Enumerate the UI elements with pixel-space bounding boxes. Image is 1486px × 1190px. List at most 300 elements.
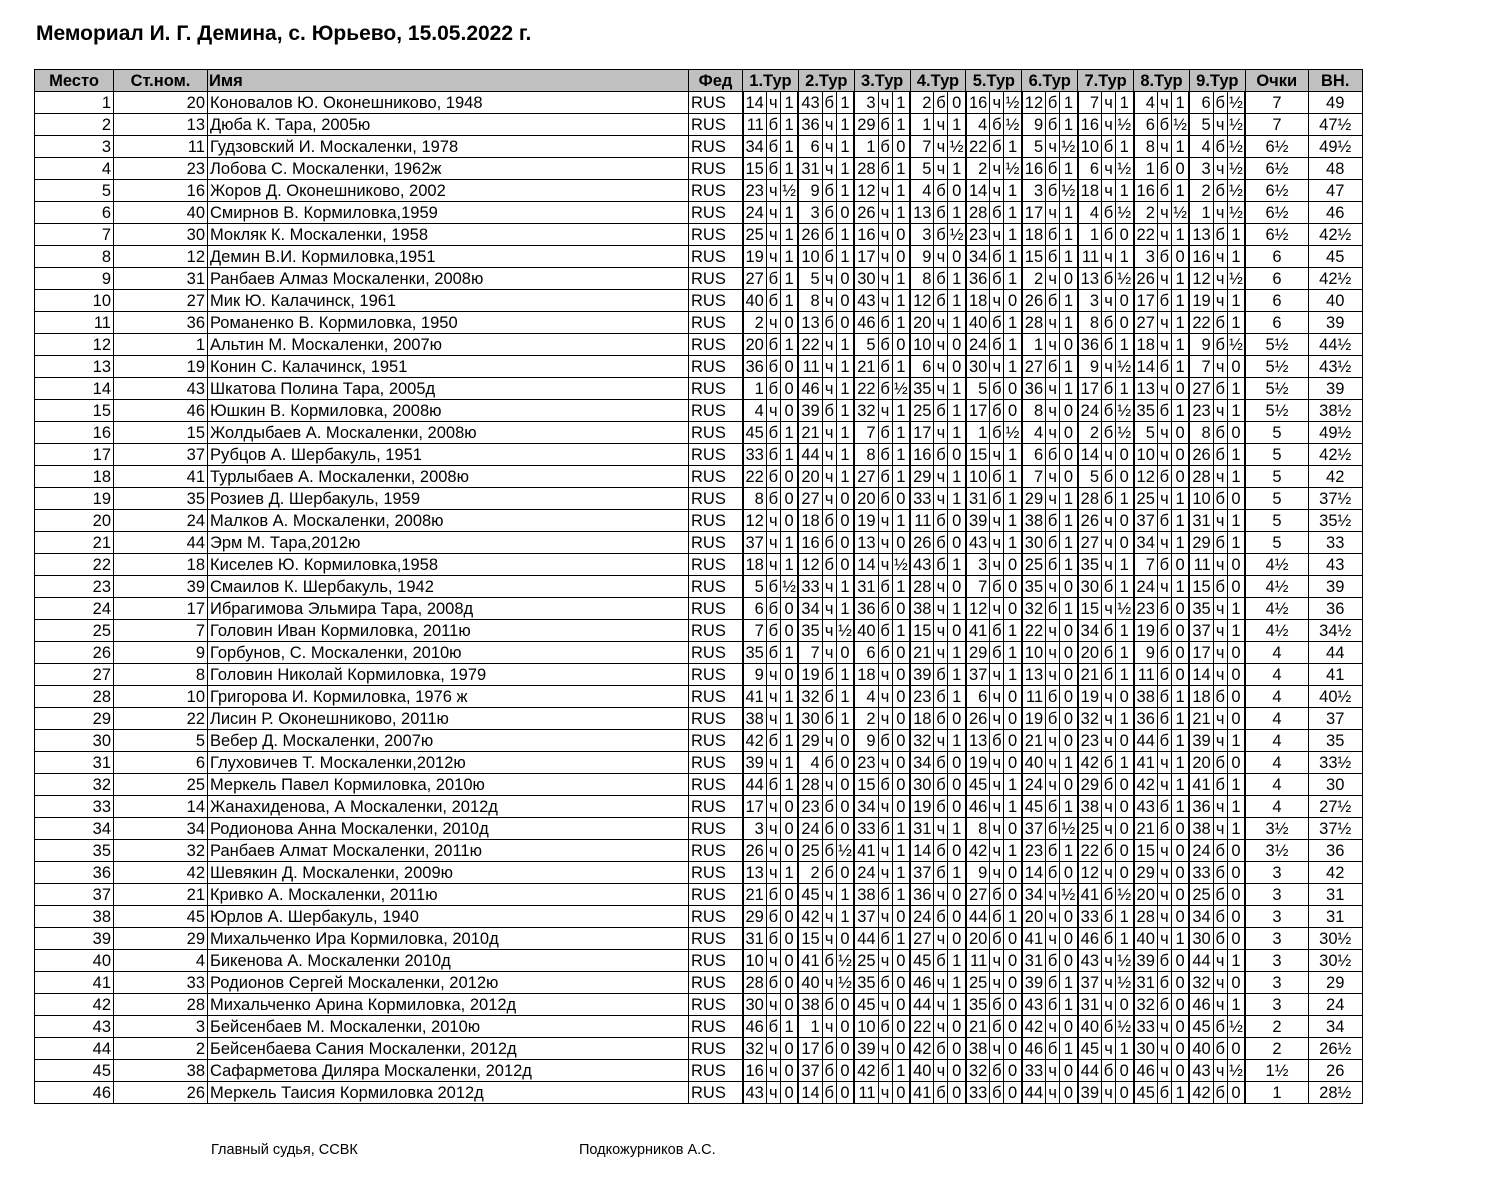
color-cell: ч xyxy=(1046,906,1060,928)
result-cell: 1 xyxy=(1004,840,1022,862)
color-cell: ч xyxy=(934,334,948,356)
color-cell: б xyxy=(990,334,1004,356)
color-cell: ч xyxy=(934,246,948,268)
color-cell: ч xyxy=(934,356,948,378)
result-cell: 1 xyxy=(948,730,966,752)
result-cell: 0 xyxy=(1116,532,1134,554)
result-cell: 0 xyxy=(948,246,966,268)
result-cell: 1 xyxy=(836,576,854,598)
result-cell: 0 xyxy=(1060,444,1078,466)
opponent-cell: 45 xyxy=(1189,1016,1213,1038)
opponent-cell: 2 xyxy=(966,158,990,180)
opponent-cell: 13 xyxy=(1078,268,1102,290)
result-cell: 0 xyxy=(836,642,854,664)
color-cell: б xyxy=(1157,818,1171,840)
color-cell: ч xyxy=(990,708,1004,730)
color-cell: ч xyxy=(822,334,836,356)
opponent-cell: 12 xyxy=(798,554,822,576)
opponent-cell: 42 xyxy=(798,906,822,928)
points-cell: 5 xyxy=(1245,422,1308,444)
color-cell: ч xyxy=(934,818,948,840)
start-number-cell: 20 xyxy=(114,92,208,114)
opponent-cell: 37 xyxy=(1078,972,1102,994)
points-cell: 3 xyxy=(1245,862,1308,884)
result-cell: 0 xyxy=(1116,510,1134,532)
color-cell: ч xyxy=(822,378,836,400)
color-cell: б xyxy=(1213,1082,1227,1104)
points-cell: 4 xyxy=(1245,664,1308,686)
opponent-cell: 30 xyxy=(966,356,990,378)
opponent-cell: 13 xyxy=(1134,378,1158,400)
opponent-cell: 42 xyxy=(910,1038,934,1060)
color-cell: ч xyxy=(934,928,948,950)
color-cell: б xyxy=(1102,488,1116,510)
opponent-cell: 5 xyxy=(1022,136,1046,158)
place-cell: 45 xyxy=(35,1060,114,1082)
color-cell: б xyxy=(1102,400,1116,422)
result-cell: 1 xyxy=(1004,510,1022,532)
color-cell: б xyxy=(766,642,780,664)
opponent-cell: 12 xyxy=(1189,268,1213,290)
opponent-cell: 25 xyxy=(1022,554,1046,576)
opponent-cell: 35 xyxy=(743,642,767,664)
opponent-cell: 46 xyxy=(1189,994,1213,1016)
opponent-cell: 24 xyxy=(910,906,934,928)
color-cell: ч xyxy=(1046,1082,1060,1104)
color-cell: б xyxy=(990,114,1004,136)
result-cell: 1 xyxy=(1060,488,1078,510)
result-cell: ½ xyxy=(836,950,854,972)
points-cell: 4 xyxy=(1245,774,1308,796)
result-cell: ½ xyxy=(1227,268,1245,290)
result-cell: 0 xyxy=(892,642,910,664)
result-cell: 0 xyxy=(1060,620,1078,642)
color-cell: ч xyxy=(1046,752,1060,774)
opponent-cell: 44 xyxy=(1022,1082,1046,1104)
points-cell: 7 xyxy=(1245,92,1308,114)
color-cell: б xyxy=(1102,268,1116,290)
tiebreak-cell: 30½ xyxy=(1308,928,1362,950)
opponent-cell: 13 xyxy=(1189,224,1213,246)
table-row xyxy=(35,818,1363,840)
table-row xyxy=(35,466,1363,488)
color-cell: б xyxy=(1213,840,1227,862)
result-cell: 0 xyxy=(1116,862,1134,884)
opponent-cell: 45 xyxy=(910,950,934,972)
start-number-cell: 44 xyxy=(114,532,208,554)
tiebreak-cell: 48 xyxy=(1308,158,1362,180)
color-cell: б xyxy=(822,840,836,862)
result-cell: 1 xyxy=(892,884,910,906)
opponent-cell: 14 xyxy=(798,1082,822,1104)
result-cell: 1 xyxy=(1004,444,1022,466)
start-number-cell: 2 xyxy=(114,1038,208,1060)
color-cell: ч xyxy=(1102,180,1116,202)
opponent-cell: 43 xyxy=(1134,796,1158,818)
table-row xyxy=(35,928,1363,950)
color-cell: б xyxy=(822,246,836,268)
tiebreak-cell: 46 xyxy=(1308,202,1362,224)
result-cell: 0 xyxy=(892,686,910,708)
start-number-cell: 30 xyxy=(114,224,208,246)
color-cell: ч xyxy=(822,1016,836,1038)
result-cell: ½ xyxy=(1227,202,1245,224)
opponent-cell: 37 xyxy=(798,1060,822,1082)
player-name-cell: Ибрагимова Эльмира Тара, 2008д xyxy=(208,598,689,620)
color-cell: ч xyxy=(990,598,1004,620)
result-cell: 1 xyxy=(780,290,798,312)
color-cell: ч xyxy=(990,774,1004,796)
start-number-cell: 28 xyxy=(114,994,208,1016)
opponent-cell: 34 xyxy=(966,246,990,268)
opponent-cell: 27 xyxy=(1022,356,1046,378)
result-cell: 1 xyxy=(780,554,798,576)
result-cell: 0 xyxy=(1171,906,1189,928)
opponent-cell: 9 xyxy=(1189,334,1213,356)
color-cell: ч xyxy=(1102,994,1116,1016)
result-cell: 1 xyxy=(836,444,854,466)
opponent-cell: 22 xyxy=(854,378,878,400)
opponent-cell: 1 xyxy=(966,422,990,444)
result-cell: 1 xyxy=(836,906,854,928)
opponent-cell: 16 xyxy=(1078,114,1102,136)
result-cell: 1 xyxy=(948,642,966,664)
opponent-cell: 22 xyxy=(966,136,990,158)
opponent-cell: 38 xyxy=(854,884,878,906)
opponent-cell: 12 xyxy=(1134,466,1158,488)
color-cell: б xyxy=(934,840,948,862)
color-cell: ч xyxy=(1213,950,1227,972)
player-name-cell: Бейсенбаев М. Москаленки, 2010ю xyxy=(208,1016,689,1038)
result-cell: 0 xyxy=(836,862,854,884)
opponent-cell: 22 xyxy=(798,334,822,356)
color-cell: б xyxy=(1102,664,1116,686)
opponent-cell: 9 xyxy=(1078,356,1102,378)
result-cell: 0 xyxy=(948,180,966,202)
result-cell: 1 xyxy=(1171,928,1189,950)
color-cell: ч xyxy=(1102,532,1116,554)
color-cell: б xyxy=(1102,1016,1116,1038)
color-cell: ч xyxy=(822,928,836,950)
opponent-cell: 1 xyxy=(1134,158,1158,180)
color-cell: ч xyxy=(1102,92,1116,114)
start-number-cell: 37 xyxy=(114,444,208,466)
color-cell: б xyxy=(934,686,948,708)
result-cell: 1 xyxy=(836,598,854,620)
result-cell: 1 xyxy=(1060,290,1078,312)
table-row xyxy=(35,114,1363,136)
opponent-cell: 45 xyxy=(1022,796,1046,818)
result-cell: 0 xyxy=(948,532,966,554)
result-cell: 1 xyxy=(948,488,966,510)
color-cell: ч xyxy=(934,1016,948,1038)
result-cell: 0 xyxy=(948,1016,966,1038)
result-cell: 1 xyxy=(836,114,854,136)
opponent-cell: 31 xyxy=(1022,950,1046,972)
result-cell: 0 xyxy=(948,1082,966,1104)
place-cell: 14 xyxy=(35,378,114,400)
result-cell: 0 xyxy=(1004,884,1022,906)
color-cell: ч xyxy=(1102,598,1116,620)
color-cell: ч xyxy=(878,554,892,576)
opponent-cell: 16 xyxy=(798,532,822,554)
color-cell: б xyxy=(766,730,780,752)
opponent-cell: 5 xyxy=(798,268,822,290)
color-cell: б xyxy=(822,994,836,1016)
opponent-cell: 12 xyxy=(743,510,767,532)
color-cell: ч xyxy=(766,180,780,202)
opponent-cell: 3 xyxy=(743,818,767,840)
color-cell: б xyxy=(878,356,892,378)
color-cell: ч xyxy=(822,972,836,994)
opponent-cell: 24 xyxy=(743,202,767,224)
color-cell: ч xyxy=(1046,576,1060,598)
place-cell: 40 xyxy=(35,950,114,972)
color-cell: б xyxy=(934,774,948,796)
opponent-cell: 39 xyxy=(1078,1082,1102,1104)
color-cell: ч xyxy=(1213,1060,1227,1082)
player-name-cell: Ранбаев Алмат Москаленки, 2011ю xyxy=(208,840,689,862)
result-cell: 0 xyxy=(1004,862,1022,884)
color-cell: б xyxy=(1157,730,1171,752)
table-row xyxy=(35,488,1363,510)
result-cell: 1 xyxy=(1171,730,1189,752)
opponent-cell: 15 xyxy=(910,620,934,642)
points-cell: 1½ xyxy=(1245,1060,1308,1082)
table-row xyxy=(35,92,1363,114)
color-cell: ч xyxy=(990,664,1004,686)
result-cell: 0 xyxy=(1060,950,1078,972)
opponent-cell: 29 xyxy=(1189,532,1213,554)
result-cell: 0 xyxy=(1004,598,1022,620)
opponent-cell: 27 xyxy=(743,268,767,290)
opponent-cell: 2 xyxy=(1134,202,1158,224)
color-cell: б xyxy=(990,378,1004,400)
player-name-cell: Смаилов К. Шербакуль, 1942 xyxy=(208,576,689,598)
color-cell: б xyxy=(1213,884,1227,906)
result-cell: 1 xyxy=(1171,774,1189,796)
player-name-cell: Меркель Таисия Кормиловка 2012д xyxy=(208,1082,689,1104)
federation-cell: RUS xyxy=(689,774,743,796)
color-cell: ч xyxy=(1046,774,1060,796)
color-cell: ч xyxy=(822,488,836,510)
result-cell: 1 xyxy=(780,532,798,554)
result-cell: 1 xyxy=(1060,1038,1078,1060)
color-cell: б xyxy=(990,906,1004,928)
result-cell: 0 xyxy=(1004,994,1022,1016)
result-cell: 1 xyxy=(780,334,798,356)
player-name-cell: Рубцов А. Шербакуль, 1951 xyxy=(208,444,689,466)
color-cell: ч xyxy=(1046,884,1060,906)
opponent-cell: 11 xyxy=(1022,686,1046,708)
result-cell: 0 xyxy=(1004,1038,1022,1060)
color-cell: б xyxy=(1046,1038,1060,1060)
color-cell: б xyxy=(1102,136,1116,158)
federation-cell: RUS xyxy=(689,510,743,532)
opponent-cell: 14 xyxy=(1134,356,1158,378)
color-cell: ч xyxy=(1046,334,1060,356)
start-number-cell: 42 xyxy=(114,862,208,884)
result-cell: 0 xyxy=(1116,466,1134,488)
opponent-cell: 34 xyxy=(1022,884,1046,906)
table-row xyxy=(35,422,1363,444)
color-cell: б xyxy=(934,950,948,972)
header-11: 7.Тур xyxy=(1078,70,1134,92)
opponent-cell: 35 xyxy=(854,972,878,994)
color-cell: б xyxy=(822,180,836,202)
opponent-cell: 7 xyxy=(854,422,878,444)
federation-cell: RUS xyxy=(689,752,743,774)
points-cell: 6 xyxy=(1245,312,1308,334)
result-cell: 0 xyxy=(1171,1060,1189,1082)
result-cell: 0 xyxy=(1227,752,1245,774)
opponent-cell: 28 xyxy=(854,158,878,180)
table-row xyxy=(35,444,1363,466)
opponent-cell: 36 xyxy=(1134,708,1158,730)
color-cell: б xyxy=(1213,686,1227,708)
federation-cell: RUS xyxy=(689,818,743,840)
result-cell: 1 xyxy=(948,818,966,840)
result-cell: 1 xyxy=(1171,1082,1189,1104)
color-cell: ч xyxy=(878,1082,892,1104)
result-cell: 1 xyxy=(1004,664,1022,686)
result-cell: ½ xyxy=(1116,268,1134,290)
color-cell: ч xyxy=(1046,202,1060,224)
color-cell: б xyxy=(822,686,836,708)
color-cell: б xyxy=(934,664,948,686)
result-cell: 1 xyxy=(1060,92,1078,114)
result-cell: 0 xyxy=(1227,708,1245,730)
opponent-cell: 46 xyxy=(743,1016,767,1038)
place-cell: 6 xyxy=(35,202,114,224)
color-cell: ч xyxy=(878,180,892,202)
color-cell: ч xyxy=(822,356,836,378)
opponent-cell: 10 xyxy=(1134,444,1158,466)
result-cell: 1 xyxy=(1171,268,1189,290)
color-cell: б xyxy=(878,136,892,158)
tiebreak-cell: 47½ xyxy=(1308,114,1362,136)
color-cell: б xyxy=(990,620,1004,642)
result-cell: 0 xyxy=(836,268,854,290)
color-cell: ч xyxy=(822,576,836,598)
color-cell: ч xyxy=(878,224,892,246)
color-cell: ч xyxy=(1213,510,1227,532)
opponent-cell: 11 xyxy=(798,356,822,378)
opponent-cell: 46 xyxy=(910,972,934,994)
result-cell: 0 xyxy=(948,1060,966,1082)
color-cell: б xyxy=(1046,598,1060,620)
opponent-cell: 17 xyxy=(1022,202,1046,224)
start-number-cell: 12 xyxy=(114,246,208,268)
color-cell: ч xyxy=(1157,884,1171,906)
opponent-cell: 26 xyxy=(1134,268,1158,290)
result-cell: 0 xyxy=(1227,664,1245,686)
result-cell: 1 xyxy=(836,224,854,246)
result-cell: 1 xyxy=(780,642,798,664)
opponent-cell: 19 xyxy=(743,246,767,268)
opponent-cell: 10 xyxy=(743,950,767,972)
table-row xyxy=(35,378,1363,400)
result-cell: ½ xyxy=(1227,1060,1245,1082)
color-cell: ч xyxy=(1157,862,1171,884)
opponent-cell: 40 xyxy=(854,620,878,642)
opponent-cell: 34 xyxy=(798,598,822,620)
opponent-cell: 46 xyxy=(854,312,878,334)
table-row xyxy=(35,906,1363,928)
points-cell: 5½ xyxy=(1245,400,1308,422)
result-cell: 1 xyxy=(1060,532,1078,554)
opponent-cell: 23 xyxy=(1078,730,1102,752)
place-cell: 15 xyxy=(35,400,114,422)
color-cell: б xyxy=(1157,994,1171,1016)
color-cell: ч xyxy=(1157,1060,1171,1082)
color-cell: б xyxy=(1102,642,1116,664)
result-cell: 1 xyxy=(1227,994,1245,1016)
result-cell: 0 xyxy=(1116,994,1134,1016)
result-cell: ½ xyxy=(1227,334,1245,356)
color-cell: ч xyxy=(990,444,1004,466)
result-cell: 1 xyxy=(948,950,966,972)
result-cell: 1 xyxy=(780,202,798,224)
place-cell: 28 xyxy=(35,686,114,708)
opponent-cell: 17 xyxy=(1134,290,1158,312)
opponent-cell: 17 xyxy=(910,422,934,444)
start-number-cell: 43 xyxy=(114,378,208,400)
opponent-cell: 20 xyxy=(798,466,822,488)
opponent-cell: 41 xyxy=(910,1082,934,1104)
tiebreak-cell: 40½ xyxy=(1308,686,1362,708)
color-cell: ч xyxy=(1046,466,1060,488)
opponent-cell: 21 xyxy=(910,642,934,664)
color-cell: б xyxy=(766,356,780,378)
result-cell: 1 xyxy=(1060,840,1078,862)
opponent-cell: 20 xyxy=(1078,642,1102,664)
result-cell: 1 xyxy=(836,708,854,730)
place-cell: 23 xyxy=(35,576,114,598)
result-cell: ½ xyxy=(892,378,910,400)
color-cell: ч xyxy=(1157,136,1171,158)
federation-cell: RUS xyxy=(689,444,743,466)
opponent-cell: 40 xyxy=(966,312,990,334)
opponent-cell: 36 xyxy=(798,114,822,136)
result-cell: 0 xyxy=(1116,312,1134,334)
opponent-cell: 4 xyxy=(966,114,990,136)
result-cell: 0 xyxy=(780,378,798,400)
color-cell: ч xyxy=(1213,158,1227,180)
color-cell: ч xyxy=(878,906,892,928)
start-number-cell: 46 xyxy=(114,400,208,422)
opponent-cell: 21 xyxy=(798,422,822,444)
color-cell: б xyxy=(1102,422,1116,444)
tiebreak-cell: 39 xyxy=(1308,576,1362,598)
points-cell: 5 xyxy=(1245,466,1308,488)
opponent-cell: 9 xyxy=(743,664,767,686)
color-cell: ч xyxy=(1046,1060,1060,1082)
header-14: Очки xyxy=(1245,70,1308,92)
result-cell: 1 xyxy=(1171,708,1189,730)
opponent-cell: 22 xyxy=(1134,224,1158,246)
opponent-cell: 27 xyxy=(1189,378,1213,400)
result-cell: 1 xyxy=(780,136,798,158)
color-cell: б xyxy=(990,312,1004,334)
color-cell: б xyxy=(766,422,780,444)
points-cell: 6 xyxy=(1245,268,1308,290)
federation-cell: RUS xyxy=(689,356,743,378)
result-cell: 0 xyxy=(1004,928,1022,950)
opponent-cell: 5 xyxy=(910,158,934,180)
result-cell: 1 xyxy=(836,686,854,708)
opponent-cell: 43 xyxy=(966,532,990,554)
